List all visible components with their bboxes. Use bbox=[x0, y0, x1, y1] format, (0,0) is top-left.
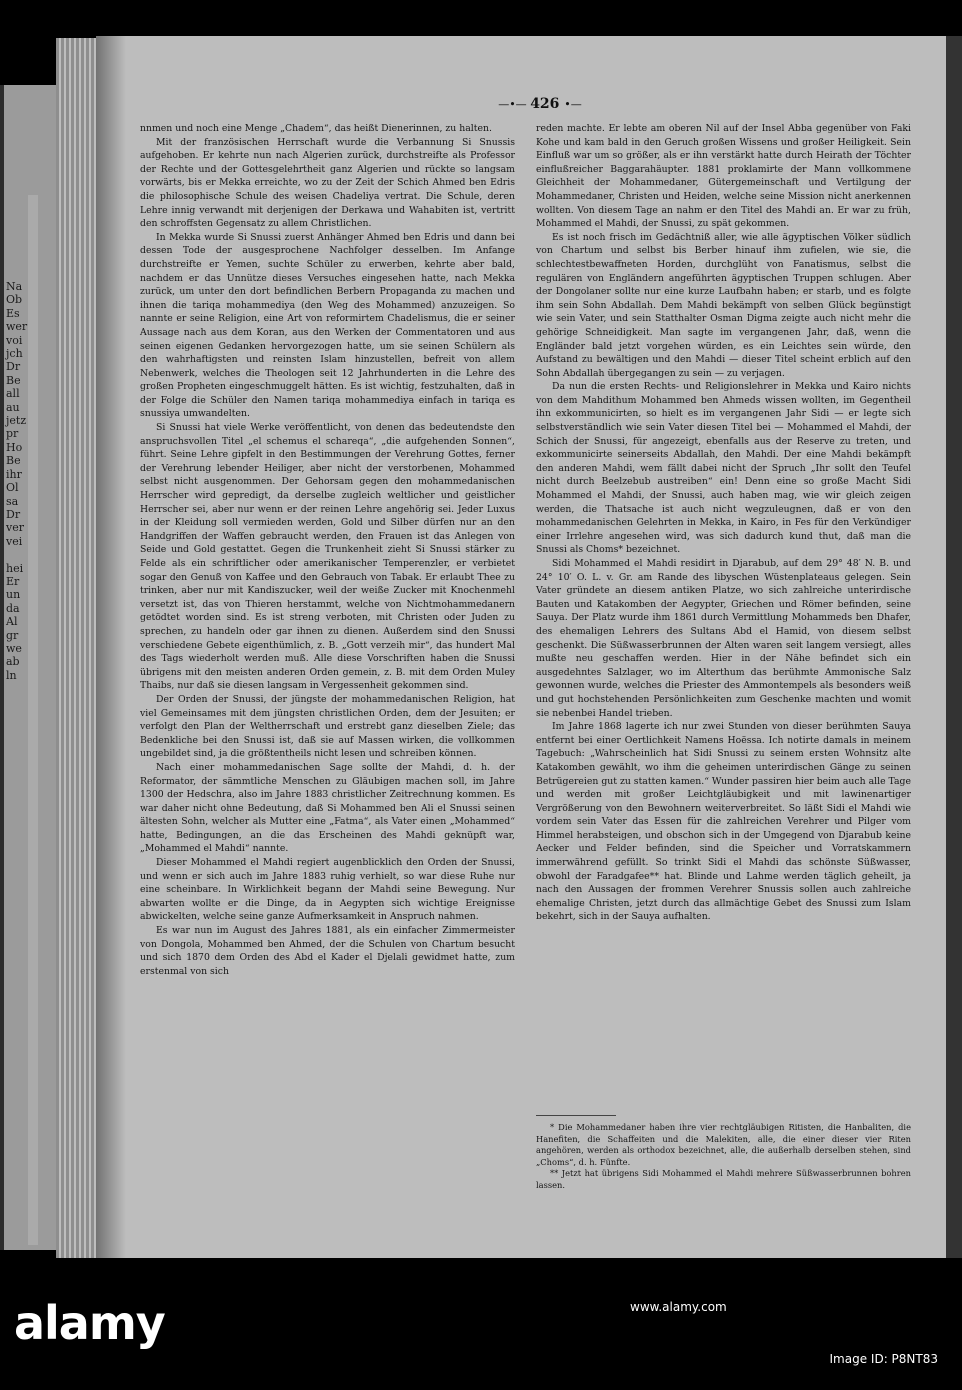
paragraph: reden machte. Er lebte am oberen Nil auf der Insel Abba gegenüber von Faki Kohe und kam bald in den Geruch großen Wissens und großer Heiligkeit. Sein Einfluß war um so größer, als er ihn verstärkt hatte durch Heirath der Töchter einflußreicher Baggarahäupter. 1881 proklamirte der Mann vollkommene Gleichheit der Mohammedaner, Gütergemeinschaft und Vertilgung der Mohammedaner, Christen und Heiden, welche seine Mission nicht anerkennen wollten. Von diesem Tage an nahm er den Titel des Mahdi an. Er war zu früh, Mohammed el Mahdi, der Snussi, zu spät gekommen. bbox=[536, 123, 911, 230]
margin-word: jetz bbox=[6, 414, 27, 428]
margin-word: gr bbox=[6, 628, 19, 642]
image-id: Image ID: P8NT83 bbox=[829, 1352, 938, 1366]
margin-word: vei bbox=[6, 534, 23, 548]
paragraph: Der Orden der Snussi, der jüngste der mohammedanischen Religion, hat viel Gemeinsames mit dem jüngsten christlichen Orden, dem der Jesuiten; er verfolgt den Plan der Weltherrschaft und erstrebt ganz dieselben Ziele; das Bedenkliche bei den Snussi ist, daß sie auf Massen wirken, die vollkommen ungebildet sind, ja die größtentheils nicht lesen und schreiben können. bbox=[140, 693, 515, 760]
header-ornament-left: —•— bbox=[498, 98, 531, 111]
margin-word: voi bbox=[6, 333, 23, 347]
paragraph: Si Snussi hat viele Werke veröffentlicht, von denen das bedeutendste den anspruchsvollen Titel „el schemus el schareqa“, „die aufgehenden Sonnen“, führt. Seine Lehre gipfelt in den Bestimmungen der Verehrung Gottes, ferner der Verehrung lebender Heiliger, aber nicht der verstorbenen, Mohammed selbst nicht ausgenommen. Der Gehorsam gegen den mohammedanischen Herrscher wird gepredigt, da derselbe zugleich weltlicher und geistlicher Herrscher sei, aber nur wenn er der reinen Lehre angehörig sei. Jeder Luxus in der Kleidung soll vermieden werden, Gold und Silber dürfen nur an den Handgriffen der Waffen gebraucht werden, den Frauen ist das Anlegen von Seide und Gold gestattet. Gegen die Trunkenheit zieht Si Snussi stärker zu Felde als ein schriftlicher oder amerikanischer Temperenzler, er verbietet sogar den Genuß von Kaffee und den Gebrauch von Tabak. Er erlaubt Thee zu trinken, aber nur mit Kandiszucker, weil der weiße Zucker mit Knochenmehl versetzt ist, das von Thieren herstammt, welche von Nichtmohammedanern getödtet worden sind. Es ist streng verboten, mit Christen oder Juden zu sprechen, zu handeln oder gar ihnen zu dienen. Außerdem sind den Snussi verschiedene Gebete eigenthümlich, z. B. „Gott verzeih mir“, das hundert Mal des Tags wiederholt werden muß. Alle diese Vorschriften haben die Snussi übrigens mit den meisten anderen Orden gemein, z. B. mit dem Orden Muley Thaibs, nur daß sie diesen langsam in Vergessenheit gekommen sind. bbox=[140, 422, 515, 692]
gutter-shadow bbox=[96, 36, 126, 1258]
left-page-edge bbox=[0, 85, 4, 1250]
margin-word: Er bbox=[6, 574, 20, 588]
page-number: 426 bbox=[530, 96, 560, 112]
paragraph: Dieser Mohammed el Mahdi regiert augenblicklich den Orden der Snussi, und wenn er sich auch im Jahre 1883 ruhig verhielt, so war diese Ruhe nur eine scheinbare. In Wirklichkeit begann der Mahdi seine Bewegung. Nur abwarten wollte er die Dinge, da in Aegypten sich wichtige Ereignisse abwickelten, welche seine ganze Aufmerksamkeit in Anspruch nahmen. bbox=[140, 857, 515, 923]
watermark-url: www.alamy.com bbox=[630, 1300, 727, 1314]
margin-word: Ol bbox=[6, 481, 19, 495]
paragraph: Nach einer mohammedanischen Sage sollte der Mahdi, d. h. der Reformator, der sämmtliche Menschen zu Gläubigen machen soll, im Jahre 1300 der Hedschra, also im Jahre 1883 christlicher Zeitrechnung kommen. Es war daher nicht ohne Bedeutung, daß Si Mohammed ben Ali el Snussi seinen ältesten Sohn, welcher als Mutter eine „Fatma“, als Vater einen „Mohammed“ hatte, Bedingungen, an die das Erscheinen des Mahdi geknüpft war, „Mohammed el Mahdi“ nannte. bbox=[140, 761, 515, 855]
margin-word: we bbox=[6, 641, 22, 655]
paragraph: Mit der französischen Herrschaft wurde die Verbannung Si Snussis aufgehoben. Er kehrte nun nach Algerien zurück, durchstreifte als Professor der Rechte und der Gottesgelehrtheit ganz Algerien und rückte so langsam vorwärts, bis er Mekka erreichte, wo zu der Zeit der Schich Ahmed ben Edris die philosophische Schule des weisen Chadeliya vertrat. Die Schule, deren Lehre innig verwandt mit derjenigen der Derkawa und Wahabiten ist, vertritt den schroffsten Gegensatz zu allem Christlichen. bbox=[140, 136, 515, 230]
margin-word: sa bbox=[6, 494, 19, 508]
margin-word: un bbox=[6, 588, 21, 602]
margin-word: jch bbox=[6, 347, 23, 361]
margin-word: hei bbox=[6, 561, 24, 575]
margin-word: Es bbox=[6, 306, 20, 320]
header-ornament-right: •— bbox=[564, 98, 582, 111]
margin-word: wer bbox=[6, 320, 28, 334]
margin-word: all bbox=[6, 387, 20, 401]
margin-word: Dr bbox=[6, 360, 21, 374]
paragraph: Sidi Mohammed el Mahdi residirt in Djarabub, auf dem 29° 48′ N. B. und 24° 10′ O. L. v. Gr. am Rande des libyschen Wüstenplateaus gelegen. Sein Vater gründete an diesem antiken Platze, wo sich zahlreiche unterirdische Bauten und Katakomben der Aegypter, Griechen und Römer befinden, seine Sauya. Der Platz wurde ihm 1861 durch Vermittlung Mohammeds ben Dhafer, des ehemaligen Lehrers des Sultans Abd el Hamid, von diesem selbst geschenkt. Die Süßwasserbrunnen der Alten waren seit langem versiegt, alles mußte neu geschaffen werden. Hier in der Nähe befindet sich ein ausgedehntes Salzlager, wo im Alterthum das berühmte Ammonische Salz gewonnen wurde, welches die Priester des Ammontempels als besonders weiß und gut hochstehenden Persönlichkeiten zum Geschenke machten und womit sie nebenbei Handel trieben. bbox=[536, 558, 911, 719]
left-text-column bbox=[140, 122, 515, 978]
right-edge-strip bbox=[946, 36, 962, 1258]
paragraph: nnmen und noch eine Menge „Chadem“, das heißt Dienerinnen, zu halten. bbox=[140, 123, 492, 134]
paragraph: Da nun die ersten Rechts- und Religionslehrer in Mekka und Kairo nichts von dem Mahdithum Mohammed ben Ahmeds wissen wollten, im Gegentheil ihn exkommunicirten, so hielt es im vergangenen Jahr Sidi — er legte sich selbstverständlich wie sein Vater diesen Titel bei — Mohammed el Mahdi, der Schich der Snussi, für angezeigt, ebenfalls aus der Reserve zu treten, und exkommunicirte seinerseits Abdallah, den Mahdi. Der eine Mahdi bekämpft den anderen Mahdi, wem fällt dabei nicht der Spruch „Ihr sollt den Teufel nicht durch Beelzebub austreiben“ ein! Denn eine so große Macht Sidi Mohammed el Mahdi, der Snussi, auch haben mag, wie wir gleich zeigen werden, die Thatsache ist auch nicht wegzuleugnen, daß er von den mohammedanischen Gelehrten in Mekka, in Kairo, in Fes für den Verkündiger einer Irrlehre angesehen wird, was sich dadurch kund thut, daß man die Snussi als Choms* bezeichnet. bbox=[536, 381, 911, 556]
margin-word: Na bbox=[6, 280, 23, 293]
paragraph: In Mekka wurde Si Snussi zuerst Anhänger Ahmed ben Edris und dann bei dessen Tode der ausgesprochene Nachfolger desselben. Im Anfange durchstreifte er Yemen, suchte Schüler zu erwerben, kehrte aber bald, nachdem er das Unnütze dieses Versuches eingesehen hatte, nach Mekka zurück, um unter den dort befindlichen Berbern Propaganda zu machen und ihnen die tariqa mohammediya (den Weg des Mohammed) anzuzeigen. So nannte er seine Religion, eine Art von reformirtem Chadelismus, die er seiner Aussage nach aus dem Koran, aus den Werken der Commentatoren und aus seinen eigenen Gedanken hervorgezogen hatte, um sie seinen Schülern als den wahrhaftigsten und reinsten Islam hinzustellen, befreit von allem Nebenwerk, welches die Theologen seit 12 Jahrhunderten in die Lehre des großen Propheten eingeschmuggelt hätten. Es ist wichtig, festzuhalten, daß in der Folge die Schüler den Namen tariqa mohammediya einfach in tariqa es snussiya umwandelten. bbox=[140, 231, 515, 420]
left-margin-words bbox=[6, 280, 46, 682]
paragraph: Im Jahre 1868 lagerte ich nur zwei Stunden von dieser berühmten Sauya entfernt bei einer Oertlichkeit Namens Hoëssa. Ich notirte damals in meinem Tagebuch: „Wahrscheinlich hat Sidi Snussi zu seinem ersten Wohnsitz alte Katakomben gewählt, wo ihm die geheimen unterirdischen Gänge zu seinen Betrügereien gut zu statten kamen.“ Wunder passiren hier beim auch alle Tage und werden mit großer Leichtgläubigkeit und mit lawinenartiger Vergrößerung von den Bewohnern weiterverbreitet. So läßt Sidi el Mahdi wie vordem sein Vater das Essen für die zahlreichen Verehrer und Pilger vom Himmel herabsteigen, und obschon sich in der Umgegend von Djarabub keine Aecker und Felder befinden, sind die Speicher und Vorratskammern immerwährend gefüllt. So trinkt Sidi el Mahdi das schönste Süßwasser, obwohl der Faradgafee** hat. Blinde und Lahme werden täglich geheilt, ja nach den Aussagen der frommen Verehrer Snussis sollen auch zahlreiche ehemalige Christen, jetzt durch das allmächtige Gebet des Snussi zum Islam bekehrt, sich in der Sauya aufhalten. bbox=[536, 721, 911, 923]
margin-word: da bbox=[6, 601, 20, 615]
footnote: * Die Mohammedaner haben ihre vier rechtgläubigen Ritisten, die Hanbaliten, die Hanefiten, die Schaffeiten und die Malekiten, alle, die einer dieser vier Riten angehören, werden als orthodox bezeichnet, alle, die außerhalb derselben stehen, sind „Choms“, d. h. Fünfte. bbox=[536, 1122, 911, 1167]
margin-word: Be bbox=[6, 373, 21, 387]
footnote: ** Jetzt hat übrigens Sidi Mohammed el Mahdi mehrere Süßwasserbrunnen bohren lassen. bbox=[536, 1168, 911, 1190]
margin-word: au bbox=[6, 400, 20, 414]
paragraph: Es ist noch frisch im Gedächtniß aller, wie alle ägyptischen Völker südlich von Chartum und selbst bis Berber hinauf ihm zufielen, wie sie, die schlechtestbewaffneten Horden, durchglüht von Fanatismus, selbst die regulären von Engländern angeführten ägyptischen Truppen schlugen. Aber der Dongolaner sollte nur eine kurze Laufbahn haben; er starb, und es folgte ihm sein Sohn Abdallah. Dem Mahdi bekämpft von selben Glück begünstigt wie sein Vater, und sein Statthalter Osman Digma zeigte auch nicht mehr die gehörige Schneidigkeit. Man sagte im vergangenen Jahr, daß, wenn die Engländer bald jetzt vorgehen würden, es ein Leichtes sein würde, den Aufstand zu bewältigen und den Mahdi — dieser Titel scheint erblich auf den Sohn Abdallah übergegangen zu sein — zu verjagen. bbox=[536, 231, 911, 379]
margin-word: Be bbox=[6, 454, 21, 468]
margin-word: Al bbox=[6, 615, 18, 629]
alamy-logo: alamy bbox=[14, 1296, 165, 1350]
margin-word: Dr bbox=[6, 507, 21, 521]
footnotes bbox=[536, 1122, 911, 1192]
margin-word: ihr bbox=[6, 467, 22, 481]
margin-word: ln bbox=[6, 668, 17, 682]
margin-word: Ob bbox=[6, 293, 23, 307]
margin-word: pr bbox=[6, 427, 19, 441]
margin-word: ab bbox=[6, 655, 20, 669]
left-page-fragment bbox=[0, 85, 62, 1250]
right-text-column bbox=[536, 122, 911, 924]
margin-word: Ho bbox=[6, 440, 23, 454]
margin-word: ver bbox=[6, 521, 24, 535]
footnote-rule bbox=[536, 1115, 616, 1116]
margin-word bbox=[6, 548, 46, 561]
paragraph: Es war nun im August des Jahres 1881, als ein einfacher Zimmermeister von Dongola, Mohammed ben Ahmed, der die Schulen von Chartum besucht und sich 1870 dem Orden des Abd el Kader el Djelali gewidmet hatte, zum erstenmal von sich bbox=[140, 925, 515, 977]
page-stack-edges bbox=[56, 38, 100, 1258]
page-header bbox=[480, 96, 600, 112]
